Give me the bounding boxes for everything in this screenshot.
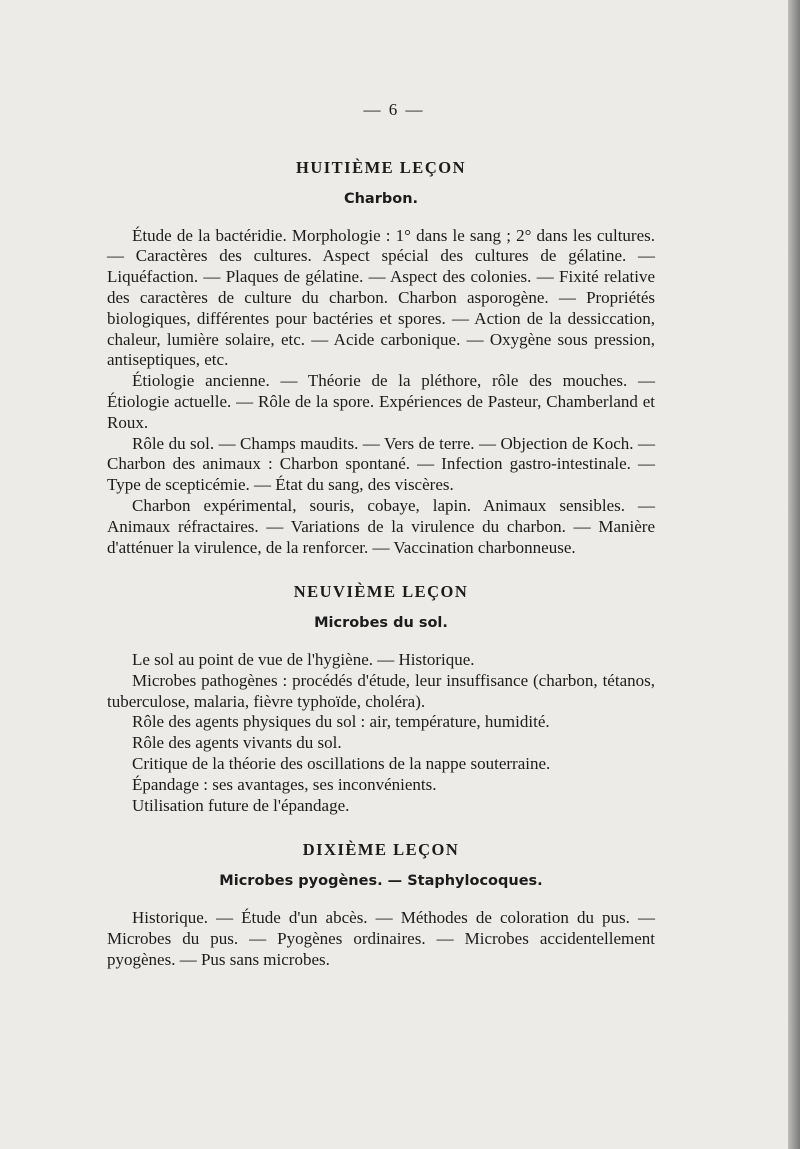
- page-content: [107, 158, 655, 970]
- lesson-section-dixieme: [107, 840, 655, 970]
- lesson-title: HUITIÈME LEÇON: [296, 158, 466, 177]
- list-line: Rôle des agents physiques du sol : air, température, humidité.: [132, 712, 550, 732]
- lesson-subtitle: Microbes du sol.: [314, 615, 448, 632]
- lesson-section-neuvieme: [107, 582, 655, 816]
- page-edge-shadow: [788, 0, 800, 1149]
- paragraph: Rôle du sol. — Champs maudits. — Vers de terre. — Objection de Koch. — Charbon des animaux : Charbon spontané. — Infection gastro-intestinale. — Type de scepticémie. — État du sang, des viscères.: [107, 433, 655, 495]
- lesson-subtitle: Microbes pyogènes. — Staphylocoques.: [219, 873, 543, 890]
- list-line: Microbes pathogènes : procédés d'étude, leur insuffisance (charbon, tétanos, tuberculose, malaria, fièvre typhoïde, choléra).: [107, 670, 655, 711]
- lesson-subtitle: Charbon.: [343, 190, 419, 207]
- paragraph: Charbon expérimental, souris, cobaye, lapin. Animaux sensibles. — Animaux réfractaires. — Variations de la virulence du charbon. — Manière d'atténuer la virulence, de la renforcer. — Vaccination charbonneuse.: [107, 495, 655, 557]
- paragraph: Étiologie ancienne. — Théorie de la pléthore, rôle des mouches. — Étiologie actuelle. — Rôle de la spore. Expériences de Pasteur, Chamberland et Roux.: [107, 371, 655, 432]
- lesson-title: NEUVIÈME LEÇON: [293, 582, 469, 602]
- paragraph: Étude de la bactéridie. Morphologie : 1° dans le sang ; 2° dans les cultures. — Caractères des cultures. Aspect spécial des cultures de gélatine. — Liquéfaction. — Plaques de gélatine. — Aspect des colonies. — Fixité relative des caractères de culture du charbon. Charbon asporogène. — Propriétés biologiques, différentes pour bactéries et spores. — Action de la dessiccation, chaleur, lumière solaire, etc. — Acide carbonique. — Oxygène sous pression, antiseptiques, etc.: [107, 225, 655, 370]
- list-line: Rôle des agents vivants du sol.: [132, 733, 342, 753]
- list-line: Utilisation future de l'épandage.: [132, 795, 350, 815]
- page-number: — 6 —: [363, 100, 425, 119]
- list-line: Le sol au point de vue de l'hygiène. — Historique.: [132, 649, 475, 669]
- lesson-title: DIXIÈME LEÇON: [302, 840, 460, 860]
- list-line: Critique de la théorie des oscillations de la nappe souterraine.: [132, 753, 551, 773]
- list-line: Épandage : ses avantages, ses inconvénients.: [132, 774, 437, 794]
- paragraph: Historique. — Étude d'un abcès. — Méthodes de coloration du pus. — Microbes du pus. — Pyogènes ordinaires. — Microbes accidentellement pyogènes. — Pus sans microbes.: [107, 907, 655, 969]
- lesson-section-huitieme: [107, 158, 655, 558]
